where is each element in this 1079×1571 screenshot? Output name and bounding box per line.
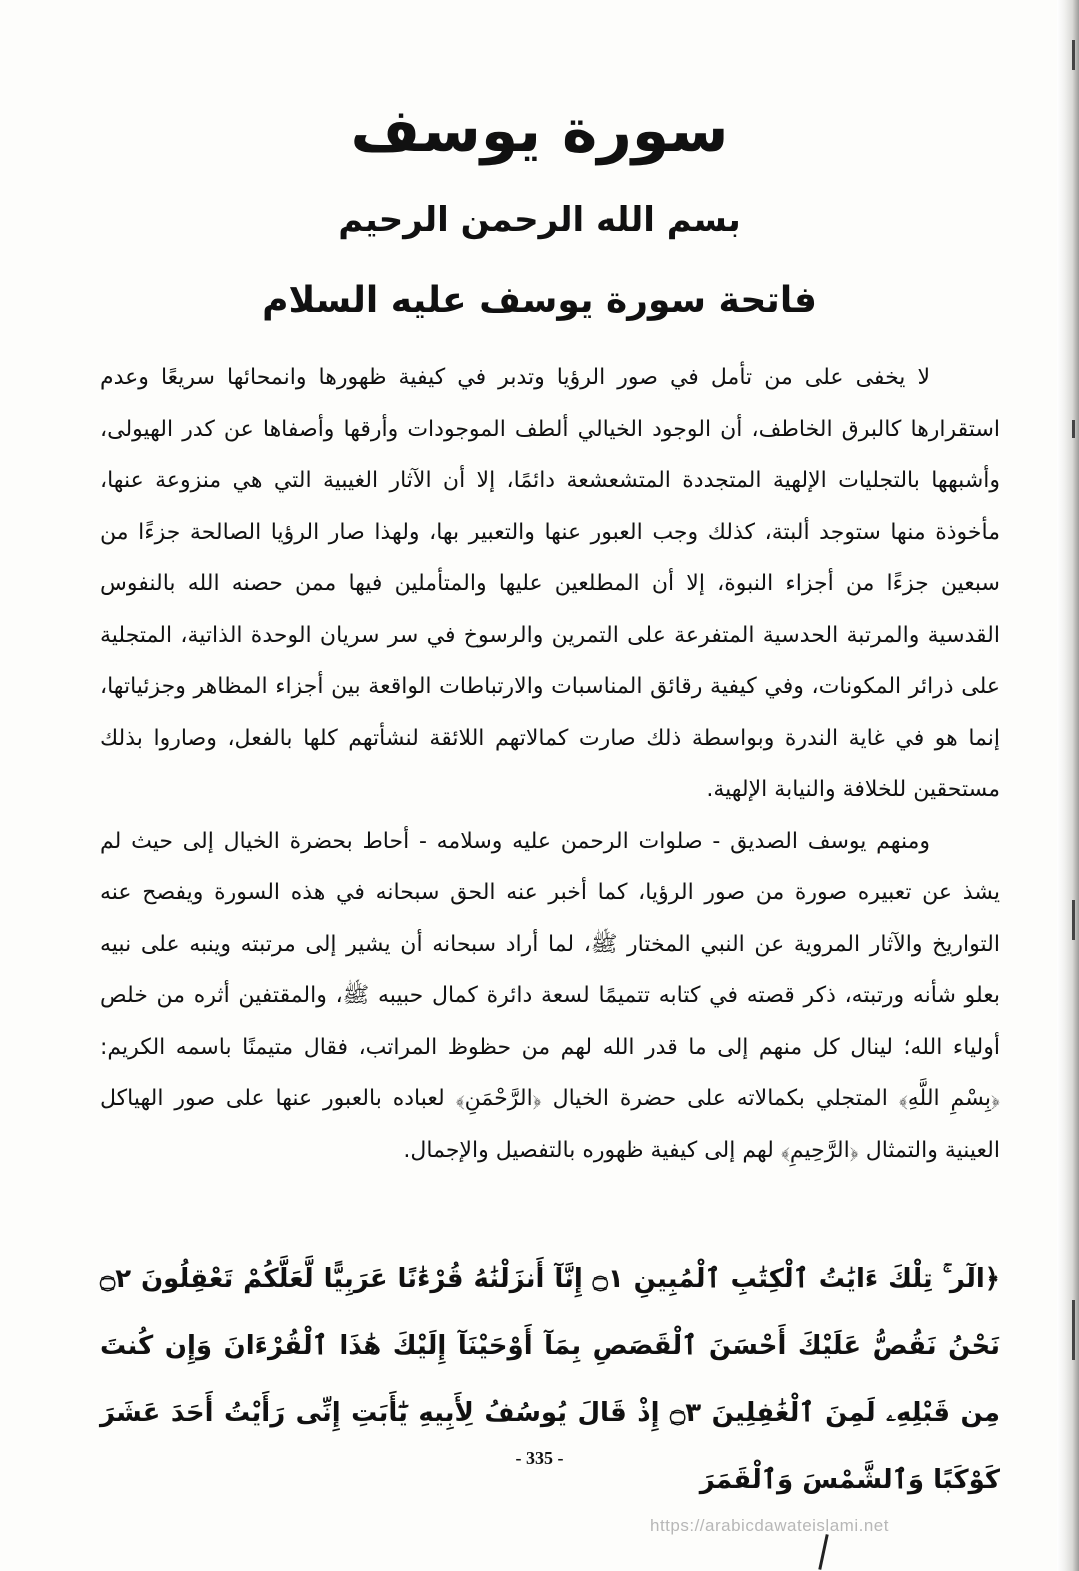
paragraph: ومنهم يوسف الصديق - صلوات الرحمن عليه وسلامه - أحاط بحضرة الخيال إلى حيث لم يشذ عن تعبيره صورة من صور الرؤيا، كما أخبر عنه الحق سبحانه في هذه السورة ويفصح عنه التواريخ والآثار المروية عن النبي المختار ﷺ، لما أراد سبحانه أن يشير إلى مرتبته وينبه على نبيه بعلو شأنه ورتبته، ذكر قصته في كتابه تتميمًا لسعة دائرة كمال حبيبه ﷺ، والمقتفين أثره من خلص أولياء الله؛ لينال كل منهم إلى ما قدر الله لهم من حظوظ المراتب، فقال متيمنًا باسمه الكريم: ﴿بِسْمِ اللَّهِ﴾ المتجلي بكمالاته على حضرة الخيال ﴿الرَّحْمَنِ﴾ لعباده بالعبور عنها على صور الهياكل العينية والتمثال ﴿الرَّحِيمِ﴾ لهم إلى كيفية ظهوره بالتفصيل والإجمال. [100, 828, 1000, 1163]
page-number: - 335 - [515, 1448, 564, 1468]
commentary-text [100, 352, 1000, 1176]
scan-artifact [818, 1534, 828, 1570]
watermark-url: https://arabicdawateislami.net [650, 1516, 889, 1535]
basmala: بسم الله الرحمن الرحيم [338, 200, 741, 240]
paragraph: لا يخفى على من تأمل في صور الرؤيا وتدبر في كيفية ظهورها وانمحائها سريعًا وعدم استقرارها كالبرق الخاطف، أن الوجود الخيالي ألطف الموجودات وأرقها وأصفاها عن كدر الهيولى، وأشبهها بالتجليات الإلهية المتجددة المتشعشعة دائمًا، إلا أن الآثار الغيبية التي هي منزوعة عنها، مأخوذة منها ستوجد ألبتة، كذلك وجب العبور عنها والتعبير بها، ولهذا صار الرؤيا الصالحة جزءًا من سبعين جزءًا من أجزاء النبوة، إلا أن المطلعين عليها والمتأملين فيها ممن حصنه الله بالنفوس القدسية والمرتبة الحدسية المتفرعة على التمرين والرسوخ في سر سريان الوحدة الذاتية، المتجلية على ذرائر المكونات، وفي كيفية رقائق المناسبات والارتباطات الواقعة بين أجزاء المظاهر وجزئياتها، إنما هو في غاية الندرة وبواسطة ذلك صارت كمالاتهم اللائقة لنشأتهم كلها بالفعل، وصاروا بذلك مستحقين للخلافة والنيابة الإلهية. [100, 365, 1000, 802]
sura-title: سورة يوسف [350, 96, 729, 166]
intro-heading: فاتحة سورة يوسف عليه السلام [262, 280, 817, 321]
verse-text: ﴿الٓر ۚ تِلْكَ ءَايَٰتُ ٱلْكِتَٰبِ ٱلْمُبِينِ ۝١ إِنَّآ أَنزَلْنَٰهُ قُرْءَٰنًا عَرَبِيًّا لَّعَلَّكُمْ تَعْقِلُونَ ۝٢ نَحْنُ نَقُصُّ عَلَيْكَ أَحْسَنَ ٱلْقَصَصِ بِمَآ أَوْحَيْنَآ إِلَيْكَ هَٰذَا ٱلْقُرْءَانَ وَإِن كُنتَ مِن قَبْلِهِۦ لَمِنَ ٱلْغَٰفِلِينَ ۝٣ إِذْ قَالَ يُوسُفُ لِأَبِيهِ يَٰٓأَبَتِ إِنِّى رَأَيْتُ أَحَدَ عَشَرَ كَوْكَبًا وَٱلشَّمْسَ وَٱلْقَمَرَ [100, 1264, 1001, 1495]
quran-verses [100, 1246, 1000, 1514]
